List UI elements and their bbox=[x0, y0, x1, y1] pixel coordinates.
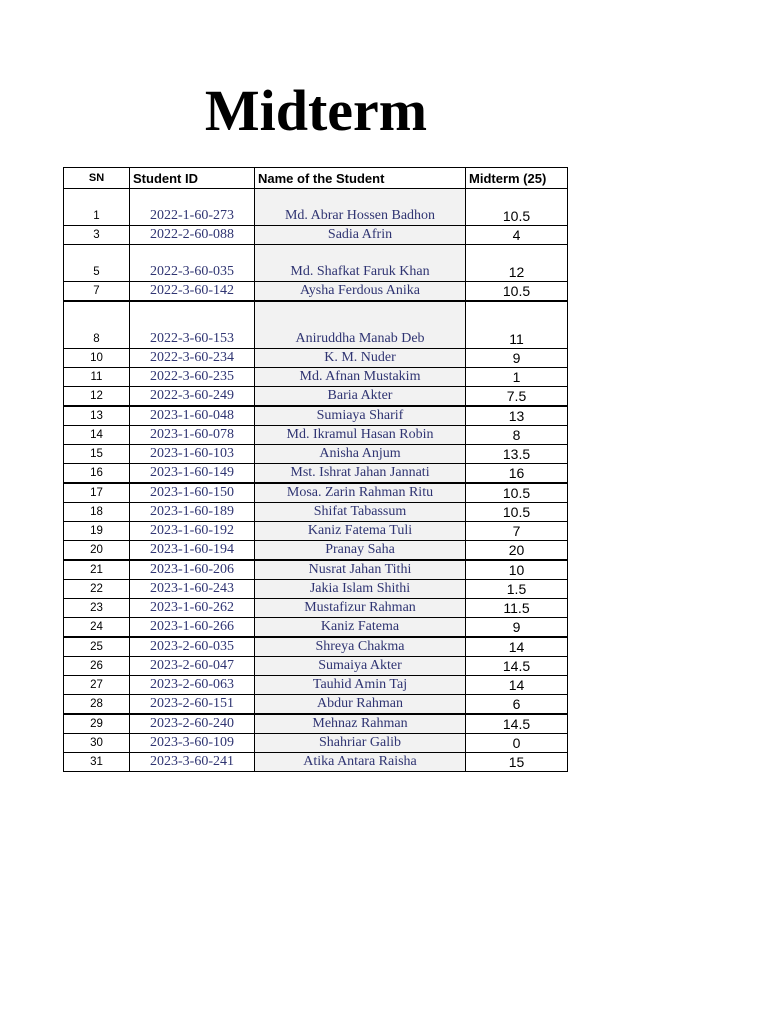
row-midterm-mark: 14 bbox=[466, 675, 568, 694]
row-student-id: 2023-1-60-103 bbox=[130, 444, 255, 463]
row-sn: 16 bbox=[64, 463, 130, 483]
row-student-id: 2022-3-60-035 bbox=[130, 245, 255, 282]
row-sn: 25 bbox=[64, 637, 130, 657]
row-student-name: Mustafizur Rahman bbox=[255, 598, 466, 617]
row-midterm-mark: 14.5 bbox=[466, 714, 568, 734]
row-sn: 14 bbox=[64, 425, 130, 444]
row-sn: 13 bbox=[64, 406, 130, 426]
row-student-name: Mst. Ishrat Jahan Jannati bbox=[255, 463, 466, 483]
row-student-id: 2022-3-60-142 bbox=[130, 282, 255, 302]
row-student-name: Sumaiya Akter bbox=[255, 656, 466, 675]
row-student-id: 2023-1-60-243 bbox=[130, 579, 255, 598]
row-student-name: Sumiaya Sharif bbox=[255, 406, 466, 426]
row-student-id: 2023-1-60-266 bbox=[130, 617, 255, 637]
row-midterm-mark: 7 bbox=[466, 521, 568, 540]
row-student-id: 2023-2-60-035 bbox=[130, 637, 255, 657]
row-midterm-mark: 14 bbox=[466, 637, 568, 657]
row-midterm-mark: 8 bbox=[466, 425, 568, 444]
row-midterm-mark: 7.5 bbox=[466, 386, 568, 406]
table-row bbox=[64, 367, 568, 386]
row-sn: 10 bbox=[64, 348, 130, 367]
row-midterm-mark: 16 bbox=[466, 463, 568, 483]
row-sn: 27 bbox=[64, 675, 130, 694]
row-sn: 15 bbox=[64, 444, 130, 463]
row-midterm-mark: 1 bbox=[466, 367, 568, 386]
row-midterm-mark: 12 bbox=[466, 245, 568, 282]
row-student-id: 2023-3-60-109 bbox=[130, 733, 255, 752]
row-sn: 12 bbox=[64, 386, 130, 406]
table-row bbox=[64, 282, 568, 302]
header-student-id: Student ID bbox=[130, 168, 255, 189]
table-header-row bbox=[64, 168, 568, 189]
row-midterm-mark: 10.5 bbox=[466, 189, 568, 226]
table-row bbox=[64, 483, 568, 503]
table-row bbox=[64, 540, 568, 560]
table-row bbox=[64, 675, 568, 694]
row-midterm-mark: 11 bbox=[466, 301, 568, 348]
row-student-name: Baria Akter bbox=[255, 386, 466, 406]
row-midterm-mark: 10.5 bbox=[466, 282, 568, 302]
row-student-id: 2023-1-60-150 bbox=[130, 483, 255, 503]
row-student-name: Atika Antara Raisha bbox=[255, 752, 466, 771]
row-midterm-mark: 11.5 bbox=[466, 598, 568, 617]
row-sn: 30 bbox=[64, 733, 130, 752]
row-student-id: 2023-1-60-189 bbox=[130, 502, 255, 521]
row-sn: 18 bbox=[64, 502, 130, 521]
row-sn: 8 bbox=[64, 301, 130, 348]
row-midterm-mark: 10.5 bbox=[466, 502, 568, 521]
table-row bbox=[64, 189, 568, 226]
table-row bbox=[64, 521, 568, 540]
table-row bbox=[64, 694, 568, 714]
row-sn: 24 bbox=[64, 617, 130, 637]
table-row bbox=[64, 656, 568, 675]
table-row bbox=[64, 245, 568, 282]
row-sn: 3 bbox=[64, 226, 130, 245]
row-midterm-mark: 13 bbox=[466, 406, 568, 426]
row-student-id: 2022-3-60-249 bbox=[130, 386, 255, 406]
row-student-name: Abdur Rahman bbox=[255, 694, 466, 714]
header-sn: SN bbox=[64, 168, 130, 189]
row-midterm-mark: 20 bbox=[466, 540, 568, 560]
row-student-id: 2022-1-60-273 bbox=[130, 189, 255, 226]
row-student-name: Tauhid Amin Taj bbox=[255, 675, 466, 694]
row-sn: 21 bbox=[64, 560, 130, 580]
row-midterm-mark: 10 bbox=[466, 560, 568, 580]
row-sn: 17 bbox=[64, 483, 130, 503]
row-student-name: Mosa. Zarin Rahman Ritu bbox=[255, 483, 466, 503]
row-sn: 28 bbox=[64, 694, 130, 714]
row-midterm-mark: 9 bbox=[466, 348, 568, 367]
row-student-name: Md. Abrar Hossen Badhon bbox=[255, 189, 466, 226]
row-sn: 29 bbox=[64, 714, 130, 734]
table-row bbox=[64, 617, 568, 637]
row-student-id: 2022-3-60-153 bbox=[130, 301, 255, 348]
table-row bbox=[64, 752, 568, 771]
row-student-id: 2023-1-60-048 bbox=[130, 406, 255, 426]
row-student-name: Shifat Tabassum bbox=[255, 502, 466, 521]
row-student-id: 2023-2-60-151 bbox=[130, 694, 255, 714]
table-row bbox=[64, 637, 568, 657]
row-student-id: 2023-1-60-149 bbox=[130, 463, 255, 483]
row-student-id: 2023-2-60-047 bbox=[130, 656, 255, 675]
table-row bbox=[64, 598, 568, 617]
row-sn: 22 bbox=[64, 579, 130, 598]
row-midterm-mark: 10.5 bbox=[466, 483, 568, 503]
row-midterm-mark: 9 bbox=[466, 617, 568, 637]
row-midterm-mark: 6 bbox=[466, 694, 568, 714]
row-student-name: Aysha Ferdous Anika bbox=[255, 282, 466, 302]
header-student-name: Name of the Student bbox=[255, 168, 466, 189]
row-student-name: Pranay Saha bbox=[255, 540, 466, 560]
row-midterm-mark: 1.5 bbox=[466, 579, 568, 598]
row-student-name: Md. Shafkat Faruk Khan bbox=[255, 245, 466, 282]
row-student-name: Shahriar Galib bbox=[255, 733, 466, 752]
row-sn: 1 bbox=[64, 189, 130, 226]
table-row bbox=[64, 444, 568, 463]
row-student-id: 2022-3-60-235 bbox=[130, 367, 255, 386]
row-student-id: 2023-1-60-192 bbox=[130, 521, 255, 540]
row-student-id: 2023-2-60-063 bbox=[130, 675, 255, 694]
table-row bbox=[64, 714, 568, 734]
row-midterm-mark: 0 bbox=[466, 733, 568, 752]
row-midterm-mark: 14.5 bbox=[466, 656, 568, 675]
table-row bbox=[64, 502, 568, 521]
table-row bbox=[64, 386, 568, 406]
row-sn: 23 bbox=[64, 598, 130, 617]
row-student-name: K. M. Nuder bbox=[255, 348, 466, 367]
row-student-name: Nusrat Jahan Tithi bbox=[255, 560, 466, 580]
row-student-name: Md. Ikramul Hasan Robin bbox=[255, 425, 466, 444]
row-student-id: 2023-1-60-262 bbox=[130, 598, 255, 617]
table-row bbox=[64, 425, 568, 444]
table-row bbox=[64, 463, 568, 483]
table-row bbox=[64, 348, 568, 367]
row-sn: 7 bbox=[64, 282, 130, 302]
row-student-id: 2023-3-60-241 bbox=[130, 752, 255, 771]
row-student-id: 2023-1-60-206 bbox=[130, 560, 255, 580]
row-student-id: 2022-3-60-234 bbox=[130, 348, 255, 367]
row-student-id: 2023-2-60-240 bbox=[130, 714, 255, 734]
row-student-name: Mehnaz Rahman bbox=[255, 714, 466, 734]
table-body bbox=[64, 189, 568, 772]
row-student-name: Jakia Islam Shithi bbox=[255, 579, 466, 598]
table-row bbox=[64, 560, 568, 580]
row-midterm-mark: 4 bbox=[466, 226, 568, 245]
table-row bbox=[64, 301, 568, 348]
row-sn: 11 bbox=[64, 367, 130, 386]
row-student-name: Kaniz Fatema bbox=[255, 617, 466, 637]
row-midterm-mark: 15 bbox=[466, 752, 568, 771]
row-student-name: Sadia Afrin bbox=[255, 226, 466, 245]
row-midterm-mark: 13.5 bbox=[466, 444, 568, 463]
page-title: Midterm bbox=[204, 78, 428, 143]
row-student-name: Kaniz Fatema Tuli bbox=[255, 521, 466, 540]
header-midterm: Midterm (25) bbox=[466, 168, 568, 189]
row-student-name: Aniruddha Manab Deb bbox=[255, 301, 466, 348]
row-student-name: Shreya Chakma bbox=[255, 637, 466, 657]
row-sn: 19 bbox=[64, 521, 130, 540]
row-sn: 31 bbox=[64, 752, 130, 771]
table-row bbox=[64, 733, 568, 752]
midterm-table bbox=[63, 167, 568, 772]
table-row bbox=[64, 406, 568, 426]
row-student-id: 2023-1-60-078 bbox=[130, 425, 255, 444]
row-student-name: Md. Afnan Mustakim bbox=[255, 367, 466, 386]
row-sn: 20 bbox=[64, 540, 130, 560]
row-student-id: 2022-2-60-088 bbox=[130, 226, 255, 245]
row-sn: 26 bbox=[64, 656, 130, 675]
table-row bbox=[64, 226, 568, 245]
row-sn: 5 bbox=[64, 245, 130, 282]
row-student-name: Anisha Anjum bbox=[255, 444, 466, 463]
table-row bbox=[64, 579, 568, 598]
row-student-id: 2023-1-60-194 bbox=[130, 540, 255, 560]
